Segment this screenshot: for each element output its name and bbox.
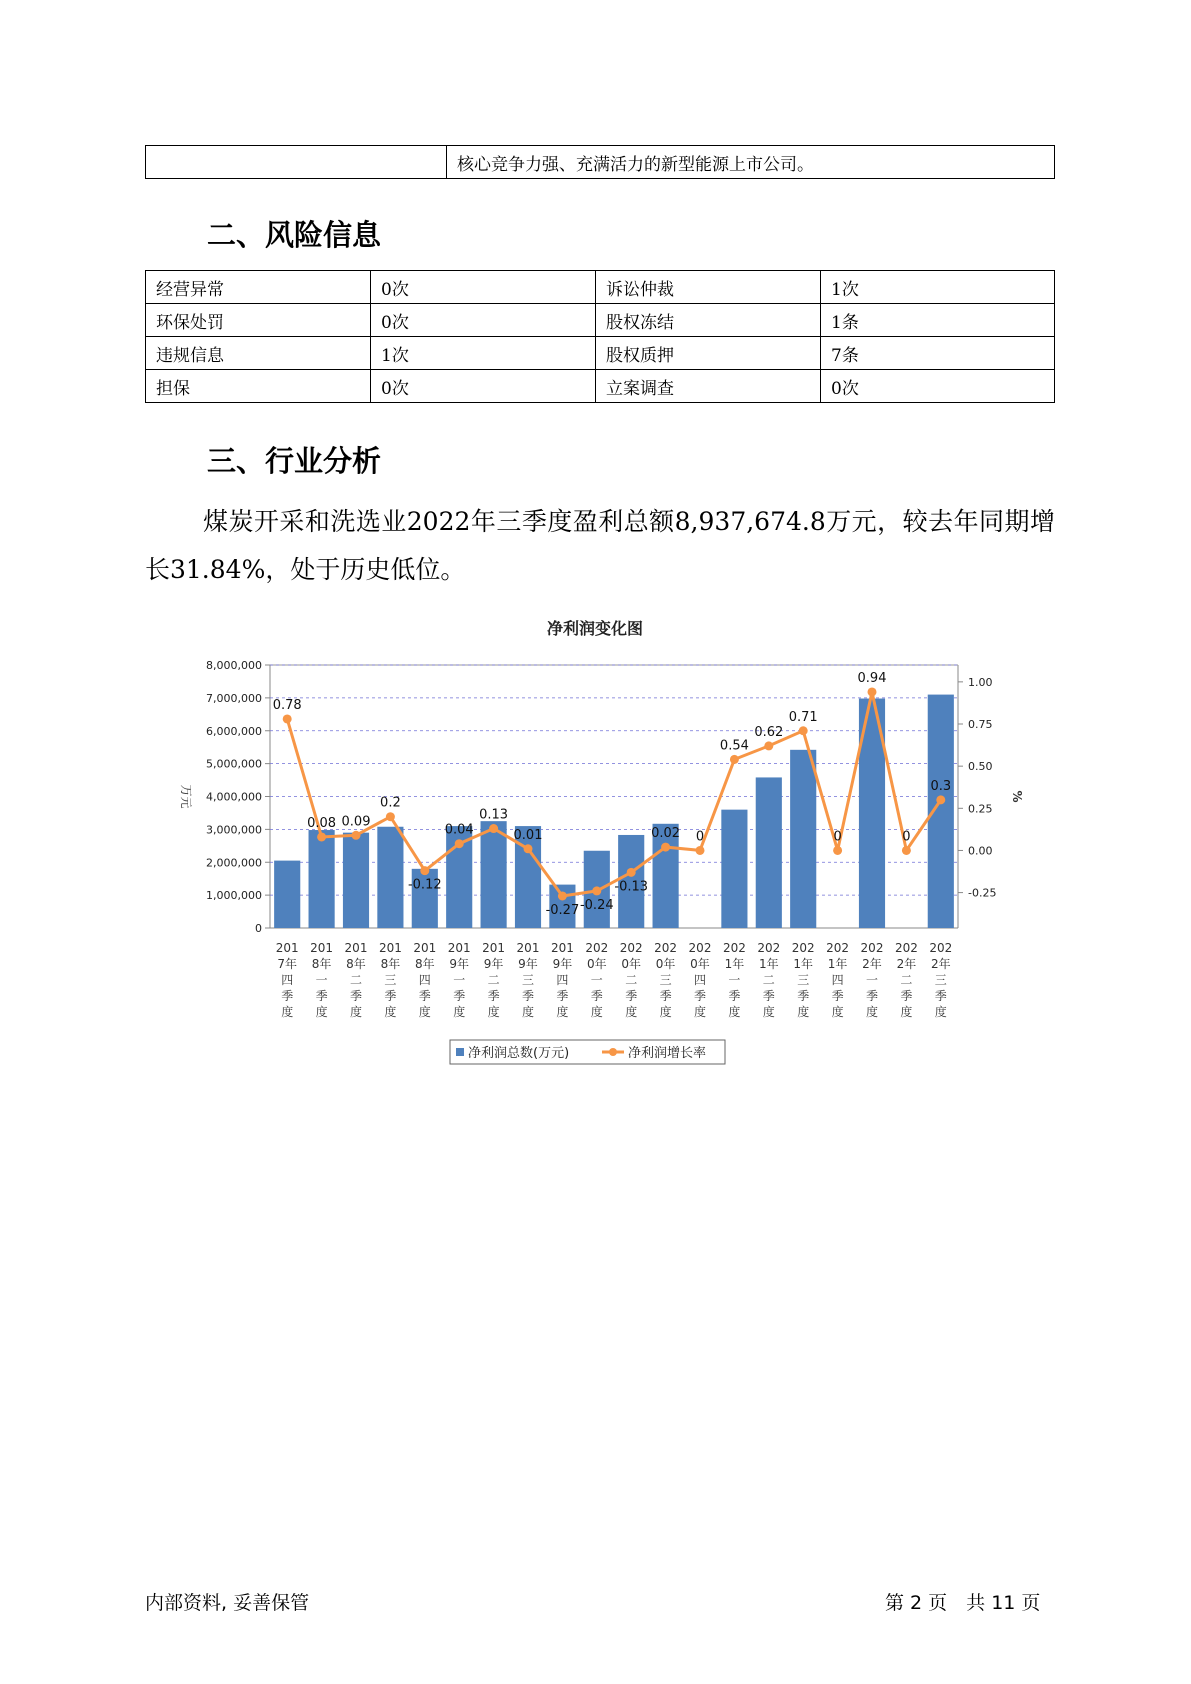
x-tick-label: 2年 — [896, 957, 917, 971]
x-tick-label: 8年 — [380, 957, 401, 971]
x-tick-label: 季 — [590, 989, 603, 1003]
legend-line-marker — [609, 1048, 617, 1056]
x-tick-label: 0年 — [621, 957, 642, 971]
x-tick-label: 四 — [281, 973, 294, 987]
x-tick-label: 季 — [865, 989, 879, 1003]
growth-rate-label: 0.3 — [930, 778, 952, 794]
x-tick-label: 二 — [487, 973, 500, 987]
right-tick-label: 1.00 — [968, 675, 993, 689]
left-tick-label: 8,000,000 — [206, 659, 262, 672]
x-tick-label: 度 — [659, 1005, 672, 1019]
growth-rate-point — [902, 846, 911, 855]
x-tick-label: 二 — [349, 973, 363, 987]
left-tick-label: 3,000,000 — [206, 823, 262, 837]
risk-item-label: 立案调查 — [596, 370, 821, 403]
x-tick-label: 度 — [865, 1005, 879, 1019]
x-tick-label: 一 — [453, 973, 466, 987]
top-table-left-cell — [146, 146, 447, 179]
x-tick-label: 季 — [453, 989, 466, 1003]
x-tick-label: 1年 — [793, 957, 814, 971]
x-tick-label: 季 — [556, 989, 569, 1003]
x-tick-label: 度 — [453, 1005, 466, 1019]
x-tick-label: 季 — [831, 989, 844, 1003]
growth-rate-point — [833, 846, 842, 855]
growth-rate-label: 0.94 — [857, 670, 887, 686]
growth-rate-label: -0.12 — [407, 877, 442, 893]
industry-paragraph: 煤炭开采和洗选业2022年三季度盈利总额8,937,674.8万元，较去年同期增长31.84%，处于历史低位。 — [145, 507, 1055, 584]
x-tick-label: 季 — [521, 989, 535, 1003]
x-tick-label: 2年 — [862, 957, 882, 971]
x-tick-label: 202 — [619, 941, 643, 955]
left-axis-title: 万元 — [179, 784, 193, 809]
risk-item-label: 诉讼仲裁 — [596, 271, 821, 304]
growth-rate-label: 0.04 — [444, 822, 474, 838]
x-tick-label: 三 — [797, 973, 810, 987]
chart-title: 净利润变化图 — [546, 619, 644, 638]
risk-item-label: 环保处罚 — [146, 304, 371, 337]
x-tick-label: 202 — [826, 941, 850, 955]
risk-table-row — [146, 337, 1055, 370]
risk-table — [145, 270, 1055, 403]
right-tick-label: 0.75 — [968, 718, 993, 732]
x-tick-label: 季 — [349, 989, 363, 1003]
growth-rate-label: 0.09 — [341, 814, 371, 830]
right-tick-label: 0.25 — [968, 802, 993, 816]
growth-rate-label: 0.13 — [479, 807, 509, 823]
left-tick-label: 0 — [255, 922, 262, 935]
growth-rate-label: 0.54 — [719, 738, 749, 754]
x-tick-label: 三 — [659, 973, 672, 987]
x-tick-label: 度 — [315, 1005, 328, 1019]
x-tick-label: 0年 — [586, 957, 607, 971]
bar — [721, 810, 747, 928]
x-tick-label: 201 — [550, 941, 574, 955]
x-tick-label: 8年 — [414, 957, 435, 971]
x-tick-label: 度 — [556, 1005, 569, 1019]
growth-rate-point — [764, 741, 773, 750]
x-tick-label: 202 — [757, 941, 781, 955]
risk-item-label: 经营异常 — [146, 271, 371, 304]
x-tick-label: 季 — [797, 989, 810, 1003]
left-tick-label: 7,000,000 — [206, 691, 262, 705]
x-tick-label: 8年 — [311, 957, 332, 971]
growth-rate-label: 0 — [695, 829, 705, 845]
bar — [343, 833, 369, 928]
growth-rate-point — [386, 812, 395, 821]
bar — [756, 777, 782, 928]
x-tick-label: 度 — [281, 1005, 294, 1019]
x-tick-label: 四 — [418, 973, 431, 987]
x-tick-label: 季 — [625, 989, 638, 1003]
net-profit-chart-svg — [170, 610, 1050, 1080]
x-tick-label: 度 — [384, 1005, 397, 1019]
growth-rate-point — [317, 832, 326, 841]
x-tick-label: 一 — [590, 973, 603, 987]
x-tick-label: 202 — [722, 941, 746, 955]
x-tick-label: 2年 — [930, 957, 951, 971]
left-tick-label: 2,000,000 — [206, 856, 262, 870]
x-tick-label: 201 — [378, 941, 402, 955]
risk-item-value: 1条 — [821, 304, 1055, 337]
right-axis-title: % — [1010, 790, 1024, 803]
x-tick-label: 7年 — [277, 957, 298, 971]
growth-rate-label: 0 — [833, 829, 842, 845]
x-tick-label: 202 — [688, 941, 712, 955]
legend-line-label: 净利润增长率 — [628, 1046, 707, 1061]
growth-rate-point — [283, 714, 292, 723]
risk-item-value: 1次 — [821, 271, 1055, 304]
x-tick-label: 度 — [418, 1005, 431, 1019]
x-tick-label: 季 — [418, 989, 431, 1003]
x-tick-label: 201 — [447, 941, 471, 955]
bar — [377, 827, 403, 928]
x-tick-label: 季 — [487, 989, 500, 1003]
x-tick-label: 度 — [831, 1005, 844, 1019]
x-tick-label: 度 — [797, 1005, 810, 1019]
x-tick-label: 度 — [590, 1005, 603, 1019]
x-tick-label: 201 — [310, 941, 334, 955]
right-tick-label: -0.25 — [968, 886, 997, 900]
risk-item-value: 0次 — [371, 271, 596, 304]
growth-rate-point — [627, 868, 636, 877]
growth-rate-label: -0.13 — [614, 879, 649, 895]
risk-item-value: 1次 — [371, 337, 596, 370]
growth-rate-point — [936, 795, 945, 804]
growth-rate-label: 0.02 — [651, 826, 681, 842]
x-tick-label: 四 — [693, 973, 707, 987]
growth-rate-label: 0.71 — [788, 709, 818, 725]
bar — [481, 821, 507, 928]
x-tick-label: 度 — [900, 1005, 913, 1019]
x-tick-label: 202 — [791, 941, 815, 955]
bar — [274, 861, 300, 928]
x-tick-label: 202 — [894, 941, 918, 955]
growth-rate-label: 0 — [902, 829, 911, 845]
x-tick-label: 季 — [762, 989, 775, 1003]
growth-rate-label: 0.08 — [307, 815, 337, 831]
bar — [309, 830, 335, 928]
legend-bar-swatch — [456, 1048, 464, 1056]
x-tick-label: 季 — [315, 989, 328, 1003]
x-tick-label: 度 — [349, 1005, 363, 1019]
growth-rate-label: 0.2 — [380, 795, 401, 811]
x-tick-label: 1年 — [724, 957, 745, 971]
right-tick-label: 0.00 — [968, 844, 993, 858]
left-tick-label: 4,000,000 — [206, 790, 262, 804]
x-tick-label: 季 — [281, 989, 294, 1003]
left-tick-label: 1,000,000 — [206, 889, 262, 903]
x-tick-label: 201 — [413, 941, 437, 955]
growth-rate-point — [455, 839, 464, 848]
growth-rate-point — [799, 726, 808, 735]
left-tick-label: 6,000,000 — [206, 724, 262, 738]
x-tick-label: 一 — [865, 973, 879, 987]
x-tick-label: 202 — [860, 941, 884, 955]
x-tick-label: 0年 — [655, 957, 676, 971]
x-tick-label: 三 — [521, 973, 535, 987]
x-tick-label: 度 — [487, 1005, 500, 1019]
x-tick-label: 季 — [384, 989, 397, 1003]
growth-rate-label: -0.27 — [545, 902, 580, 918]
growth-rate-point — [592, 886, 601, 895]
x-tick-label: 202 — [585, 941, 609, 955]
x-tick-label: 季 — [693, 989, 707, 1003]
x-tick-label: 季 — [728, 989, 741, 1003]
x-tick-label: 度 — [762, 1005, 775, 1019]
footer-left: 内部资料, 妥善保管 — [145, 1592, 310, 1614]
net-profit-chart — [170, 610, 1050, 1080]
x-tick-label: 三 — [384, 973, 397, 987]
growth-rate-point — [868, 687, 877, 696]
x-tick-label: 8年 — [346, 957, 366, 971]
risk-item-value: 0次 — [821, 370, 1055, 403]
growth-rate-point — [489, 824, 498, 833]
x-tick-label: 季 — [900, 989, 913, 1003]
x-tick-label: 9年 — [552, 957, 573, 971]
x-tick-label: 三 — [934, 973, 947, 987]
x-tick-label: 四 — [831, 973, 844, 987]
section3-heading: 三、行业分析 — [207, 444, 382, 478]
x-tick-label: 一 — [728, 973, 741, 987]
growth-rate-point — [696, 846, 705, 855]
growth-rate-point — [524, 844, 533, 853]
growth-rate-point — [420, 866, 429, 875]
x-tick-label: 度 — [625, 1005, 638, 1019]
x-tick-label: 201 — [344, 941, 368, 955]
risk-item-label: 违规信息 — [146, 337, 371, 370]
x-tick-label: 202 — [654, 941, 678, 955]
x-tick-label: 201 — [516, 941, 540, 955]
x-tick-label: 0年 — [690, 957, 710, 971]
x-tick-label: 9年 — [518, 957, 538, 971]
x-tick-label: 9年 — [483, 957, 504, 971]
growth-rate-label: 0.01 — [513, 827, 543, 843]
top-table-right-cell: 核心竞争力强、充满活力的新型能源上市公司。 — [447, 146, 1055, 179]
growth-rate-point — [558, 891, 567, 900]
footer-page-number: 第 2 页 共 11 页 — [885, 1592, 1041, 1614]
growth-rate-point — [661, 843, 670, 852]
top-table — [145, 145, 1055, 179]
growth-rate-label: 0.78 — [272, 697, 302, 713]
x-tick-label: 一 — [315, 973, 328, 987]
risk-table-row — [146, 271, 1055, 304]
x-tick-label: 201 — [482, 941, 506, 955]
x-tick-label: 1年 — [758, 957, 779, 971]
risk-item-value: 0次 — [371, 304, 596, 337]
x-tick-label: 二 — [625, 973, 638, 987]
x-tick-label: 二 — [900, 973, 913, 987]
section2-heading: 二、风险信息 — [207, 218, 382, 252]
x-tick-label: 202 — [929, 941, 953, 955]
x-tick-label: 度 — [728, 1005, 741, 1019]
x-tick-label: 二 — [762, 973, 775, 987]
left-tick-label: 5,000,000 — [206, 757, 262, 771]
right-tick-label: 0.50 — [968, 760, 993, 774]
risk-item-value: 0次 — [371, 370, 596, 403]
bar — [790, 750, 816, 928]
x-tick-label: 度 — [693, 1005, 707, 1019]
growth-rate-label: 0.62 — [754, 724, 784, 740]
x-tick-label: 9年 — [449, 957, 470, 971]
x-tick-label: 1年 — [827, 957, 848, 971]
risk-item-label: 股权冻结 — [596, 304, 821, 337]
x-tick-label: 四 — [556, 973, 569, 987]
risk-table-row — [146, 304, 1055, 337]
x-tick-label: 季 — [934, 989, 947, 1003]
legend-bar-label: 净利润总数(万元) — [468, 1046, 570, 1061]
risk-item-label: 股权质押 — [596, 337, 821, 370]
x-tick-label: 度 — [934, 1005, 947, 1019]
x-tick-label: 季 — [659, 989, 672, 1003]
risk-item-value: 7条 — [821, 337, 1055, 370]
growth-rate-point — [352, 831, 361, 840]
growth-rate-point — [730, 755, 739, 764]
risk-item-label: 担保 — [146, 370, 371, 403]
growth-rate-label: -0.24 — [579, 897, 614, 913]
x-tick-label: 度 — [521, 1005, 535, 1019]
risk-table-row — [146, 370, 1055, 403]
x-tick-label: 201 — [275, 941, 299, 955]
